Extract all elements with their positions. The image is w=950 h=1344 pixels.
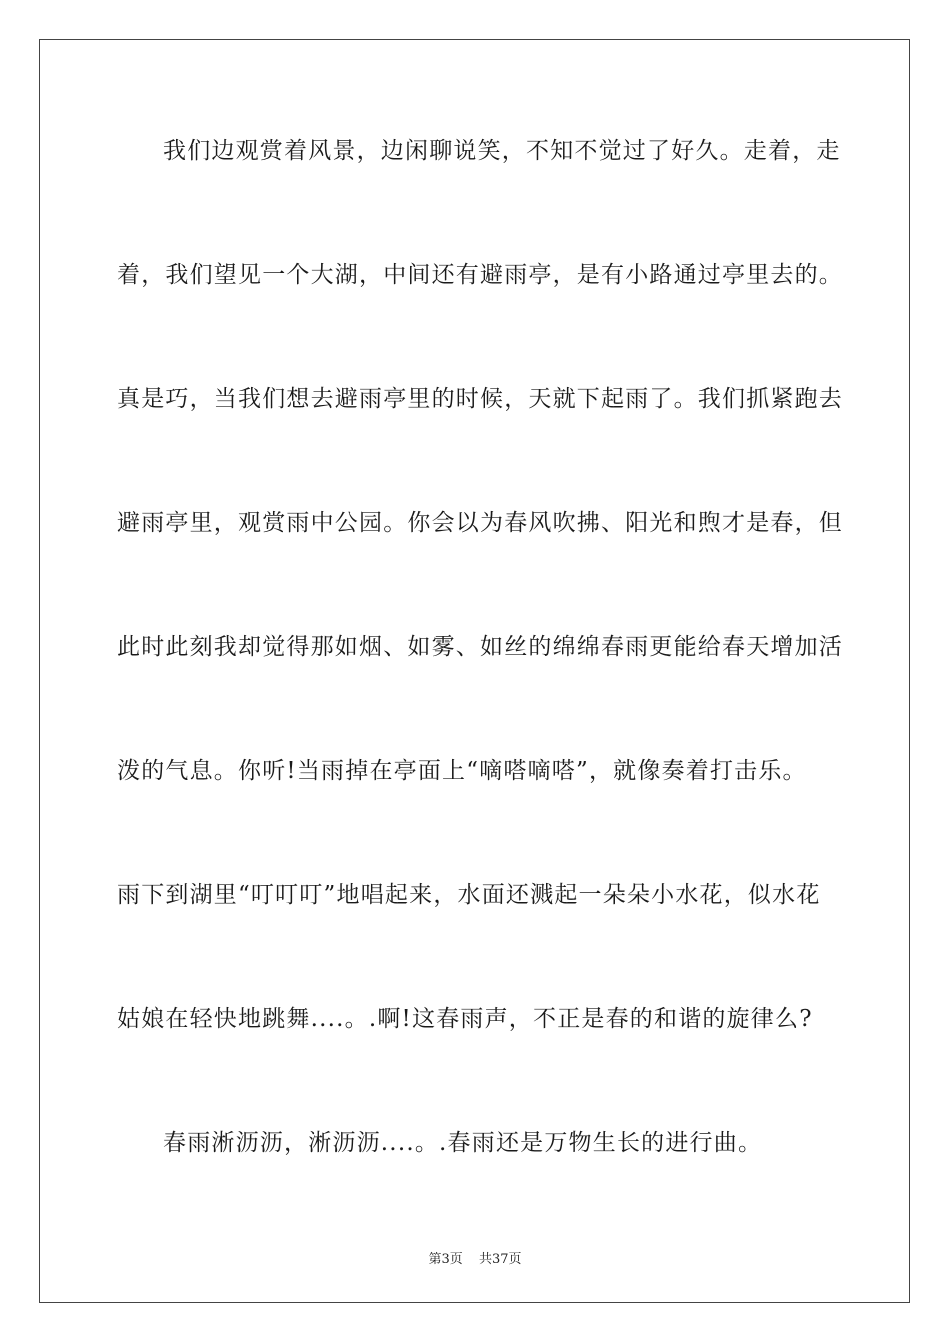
paragraph-line-7: 雨下到湖里“叮叮叮”地唱起来，水面还溅起一朵朵小水花，似水花: [117, 882, 821, 908]
paragraph-line-1: 我们边观赏着风景，边闲聊说笑，不知不觉过了好久。走着，走: [163, 138, 841, 164]
paragraph-line-9: 春雨淅沥沥，淅沥沥....。.春雨还是万物生长的进行曲。: [163, 1130, 763, 1156]
page-footer: [0, 1248, 950, 1267]
paragraph-line-3: 真是巧，当我们想去避雨亭里的时候，天就下起雨了。我们抓紧跑去: [117, 386, 843, 412]
paragraph-line-4: 避雨亭里，观赏雨中公园。你会以为春风吹拂、阳光和煦才是春，但: [117, 510, 843, 536]
paragraph-line-8: 姑娘在轻快地跳舞....。.啊!这春雨声，不正是春的和谐的旋律么?: [117, 1006, 813, 1032]
page-number-total: 共37页: [478, 1252, 522, 1267]
page-border: [39, 39, 910, 1303]
paragraph-line-6: 泼的气息。你听!当雨掉在亭面上“嘀嗒嘀嗒”，就像奏着打击乐。: [117, 758, 807, 784]
paragraph-line-5: 此时此刻我却觉得那如烟、如雾、如丝的绵绵春雨更能给春天增加活: [117, 634, 843, 660]
paragraph-line-2: 着，我们望见一个大湖，中间还有避雨亭，是有小路通过亭里去的。: [117, 262, 843, 288]
page-number-current: 第3页: [428, 1252, 463, 1267]
